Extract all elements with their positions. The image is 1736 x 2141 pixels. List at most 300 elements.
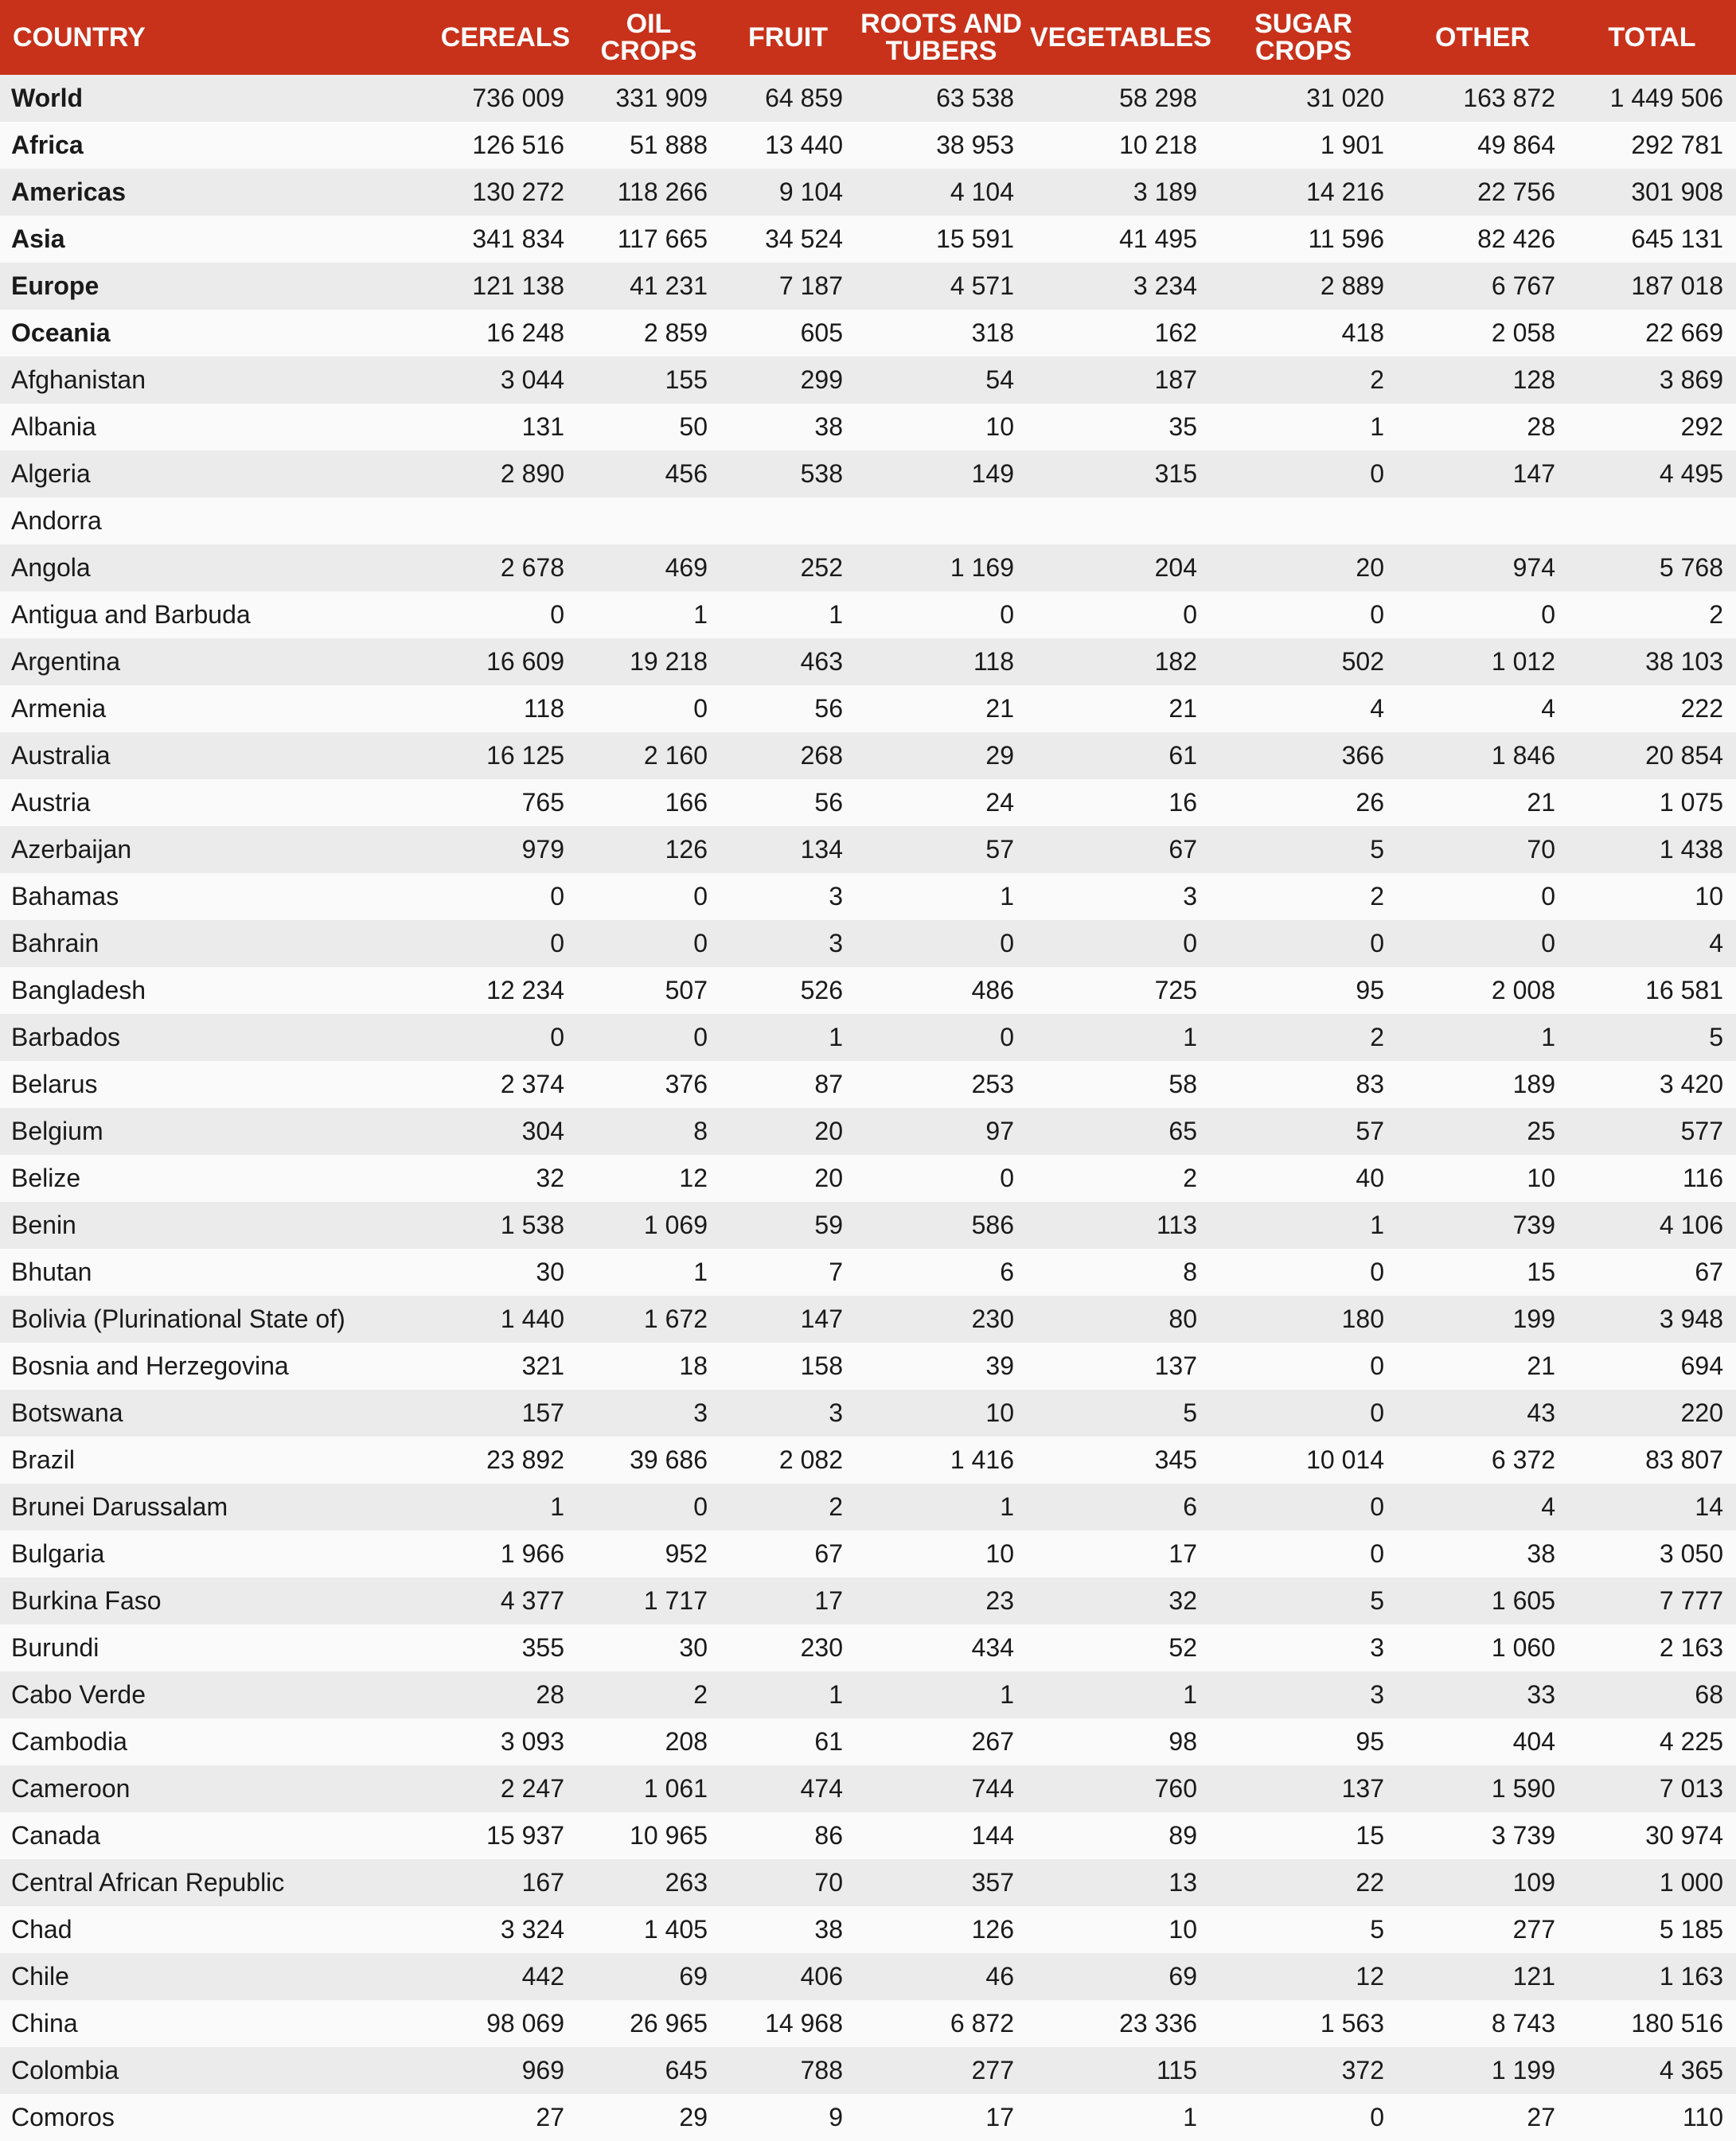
- cell-cereals: [434, 497, 577, 544]
- country-name: Bhutan: [11, 1258, 92, 1286]
- cell-cereals: 2 678: [500, 553, 564, 582]
- cell-roots-and-tubers: 29: [985, 741, 1014, 770]
- cell-oil-crops: 0: [693, 882, 708, 911]
- cell-fruit: 59: [814, 1211, 843, 1239]
- cell-fruit: 34 524: [765, 224, 843, 253]
- country-name: Brunei Darussalam: [11, 1492, 228, 1521]
- table-row: [0, 310, 1736, 357]
- table-row: [0, 1296, 1736, 1343]
- table-row: [0, 1953, 1736, 2000]
- cell-oil-crops: 51 888: [630, 131, 708, 159]
- cell-total: 577: [1680, 1117, 1723, 1145]
- cell-fruit: 252: [800, 553, 843, 582]
- header-row: [0, 0, 1736, 75]
- cell-other: 163 872: [1463, 84, 1555, 112]
- table-row: [0, 169, 1736, 216]
- cell-roots-and-tubers: [856, 497, 1027, 544]
- cell-other: 404: [1512, 1727, 1555, 1756]
- cell-roots-and-tubers: 63 538: [936, 84, 1014, 112]
- table-row: [0, 75, 1736, 122]
- cell-vegetables: 2: [1183, 1164, 1197, 1192]
- cell-cereals: 121 138: [472, 271, 564, 300]
- cell-vegetables: 65: [1168, 1117, 1197, 1145]
- cell-cereals: 736 009: [472, 84, 564, 112]
- header-fruit: FRUIT: [747, 22, 829, 53]
- cell-cereals: 321: [521, 1351, 564, 1380]
- table-row: [0, 1718, 1736, 1765]
- cell-cereals: 30: [536, 1258, 564, 1286]
- cell-other: 10: [1527, 1164, 1555, 1192]
- cell-other: 82 426: [1477, 224, 1555, 253]
- cell-cereals: 131: [521, 412, 564, 441]
- table-row: [0, 497, 1736, 544]
- cell-vegetables: 32: [1168, 1586, 1197, 1615]
- table-row: [0, 450, 1736, 497]
- cell-sugar-crops: 0: [1370, 1492, 1384, 1521]
- cell-other: 109: [1512, 1868, 1555, 1897]
- cell-fruit: 3: [829, 882, 843, 911]
- table-body: [0, 75, 1736, 2141]
- table-row: [0, 1014, 1736, 1061]
- cell-other: 25: [1527, 1117, 1555, 1145]
- table-row: [0, 1671, 1736, 1718]
- cell-vegetables: 58 298: [1119, 84, 1197, 112]
- cell-sugar-crops: 3: [1370, 1633, 1384, 1662]
- cell-vegetables: 3 234: [1133, 271, 1197, 300]
- cell-other: 4: [1541, 694, 1555, 723]
- cell-oil-crops: 10 965: [630, 1821, 708, 1850]
- cell-other: 1: [1541, 1023, 1555, 1051]
- cell-roots-and-tubers: 24: [985, 788, 1014, 817]
- cell-vegetables: 10 218: [1119, 131, 1197, 159]
- cell-total: 68: [1695, 1680, 1723, 1709]
- cell-oil-crops: 69: [679, 1962, 708, 1991]
- cell-vegetables: 113: [1156, 1211, 1197, 1239]
- cell-other: 1 060: [1491, 1633, 1555, 1662]
- table-row: [0, 2047, 1736, 2094]
- table-row: [0, 1765, 1736, 1812]
- cell-fruit: 61: [814, 1727, 843, 1756]
- table-row: [0, 216, 1736, 263]
- cell-vegetables: 35: [1168, 412, 1197, 441]
- table-row: [0, 967, 1736, 1014]
- cell-sugar-crops: 2 889: [1320, 271, 1384, 300]
- table-row: [0, 1624, 1736, 1671]
- cell-sugar-crops: 2: [1370, 1023, 1384, 1051]
- cell-other: 49 864: [1477, 131, 1555, 159]
- country-name: Burundi: [11, 1633, 99, 1662]
- cell-total: 1 000: [1659, 1868, 1723, 1897]
- cell-sugar-crops: 0: [1370, 1351, 1384, 1380]
- cell-other: 21: [1527, 1351, 1555, 1380]
- cell-sugar-crops: 418: [1341, 318, 1384, 347]
- country-name: Central African Republic: [11, 1868, 285, 1897]
- cell-fruit: 463: [800, 647, 843, 676]
- cell-cereals: 98 069: [486, 2009, 564, 2038]
- cell-cereals: 0: [550, 882, 564, 911]
- cell-cereals: 4 377: [500, 1586, 564, 1615]
- table-row: [0, 1437, 1736, 1484]
- cell-other: 121: [1512, 1962, 1555, 1991]
- cell-sugar-crops: 40: [1356, 1164, 1384, 1192]
- cell-total: 83 807: [1645, 1445, 1723, 1474]
- cell-vegetables: 89: [1168, 1821, 1197, 1850]
- cell-fruit: 2 082: [778, 1445, 843, 1474]
- cell-cereals: 16 248: [486, 318, 564, 347]
- cell-total: 20 854: [1645, 741, 1723, 770]
- cell-roots-and-tubers: 23: [985, 1586, 1014, 1615]
- country-name: China: [11, 2009, 78, 2038]
- cell-total: 2 163: [1659, 1633, 1723, 1662]
- cell-oil-crops: 2: [693, 1680, 708, 1709]
- cell-fruit: 7 187: [778, 271, 843, 300]
- cell-total: 3 948: [1659, 1304, 1723, 1333]
- cell-cereals: 2 890: [500, 459, 564, 488]
- cell-fruit: 3: [829, 1398, 843, 1427]
- table-row: [0, 122, 1736, 169]
- cell-fruit: 70: [814, 1868, 843, 1897]
- cell-vegetables: 6: [1183, 1492, 1197, 1521]
- country-name: Angola: [11, 553, 91, 582]
- cell-cereals: 0: [550, 600, 564, 629]
- cell-total: 30 974: [1645, 1821, 1723, 1850]
- cell-sugar-crops: [1210, 497, 1397, 544]
- table-row: [0, 1061, 1736, 1108]
- cell-oil-crops: 507: [665, 976, 708, 1004]
- cell-vegetables: 17: [1168, 1539, 1197, 1568]
- cell-cereals: 167: [521, 1868, 564, 1897]
- table-row: [0, 1906, 1736, 1953]
- cell-oil-crops: 263: [665, 1868, 708, 1897]
- cell-other: 739: [1512, 1211, 1555, 1239]
- cell-cereals: 28: [536, 1680, 564, 1709]
- cell-total: 7 013: [1659, 1774, 1723, 1803]
- cell-other: 15: [1527, 1258, 1555, 1286]
- cell-oil-crops: 0: [693, 1023, 708, 1051]
- cell-roots-and-tubers: 4 104: [950, 177, 1014, 206]
- cell-total: 5 185: [1659, 1915, 1723, 1944]
- table-row: [0, 1484, 1736, 1531]
- cell-oil-crops: 645: [665, 2056, 708, 2084]
- cell-other: 277: [1512, 1915, 1555, 1944]
- country-name: Brazil: [11, 1445, 76, 1474]
- cell-cereals: 2 374: [500, 1070, 564, 1098]
- cell-roots-and-tubers: 1: [1000, 882, 1014, 911]
- cell-sugar-crops: 83: [1356, 1070, 1384, 1098]
- cell-roots-and-tubers: 0: [1000, 1164, 1014, 1192]
- cell-oil-crops: [577, 497, 720, 544]
- cell-oil-crops: 12: [679, 1164, 708, 1192]
- cell-roots-and-tubers: 1 169: [950, 553, 1014, 582]
- cell-fruit: 20: [814, 1117, 843, 1145]
- cell-roots-and-tubers: 126: [971, 1915, 1014, 1944]
- cell-roots-and-tubers: 4 571: [950, 271, 1014, 300]
- country-name: Botswana: [11, 1398, 123, 1427]
- country-name: Bangladesh: [11, 976, 146, 1004]
- cell-fruit: 56: [814, 694, 843, 723]
- cell-oil-crops: 39 686: [630, 1445, 708, 1474]
- cell-roots-and-tubers: 10: [985, 412, 1014, 441]
- cell-total: 3 420: [1659, 1070, 1723, 1098]
- cell-cereals: 157: [521, 1398, 564, 1427]
- cell-other: 0: [1541, 882, 1555, 911]
- cell-total: 645 131: [1631, 224, 1723, 253]
- cell-vegetables: 725: [1154, 976, 1197, 1004]
- cell-cereals: 979: [521, 835, 564, 864]
- cell-fruit: 87: [814, 1070, 843, 1098]
- cell-roots-and-tubers: 0: [1000, 929, 1014, 957]
- cell-oil-crops: 118 266: [617, 177, 708, 206]
- cell-vegetables: 61: [1168, 741, 1197, 770]
- cell-fruit: 158: [800, 1351, 843, 1380]
- header-sugar-crops: SUGAR CROPS: [1254, 9, 1352, 66]
- cell-fruit: 526: [800, 976, 843, 1004]
- cell-vegetables: 760: [1154, 1774, 1197, 1803]
- cell-sugar-crops: 14 216: [1306, 177, 1384, 206]
- header-other: OTHER: [1435, 22, 1530, 53]
- cell-total: 180 516: [1631, 2009, 1723, 2038]
- header-oil-crops: OIL CROPS: [600, 9, 697, 66]
- cell-total: 4 365: [1659, 2056, 1723, 2084]
- cell-roots-and-tubers: 21: [985, 694, 1014, 723]
- cell-fruit: 7: [829, 1258, 843, 1286]
- cell-other: 22 756: [1477, 177, 1555, 206]
- cell-other: 1 012: [1491, 647, 1555, 676]
- cell-fruit: 406: [800, 1962, 843, 1991]
- cell-sugar-crops: 502: [1341, 647, 1384, 676]
- cell-roots-and-tubers: 434: [971, 1633, 1014, 1662]
- table-row: [0, 2094, 1736, 2141]
- cell-total: 1 449 506: [1609, 84, 1723, 112]
- cell-total: 116: [1682, 1164, 1723, 1192]
- country-name: Azerbaijan: [11, 835, 132, 864]
- cell-sugar-crops: 0: [1370, 1539, 1384, 1568]
- cell-sugar-crops: 5: [1370, 1915, 1384, 1944]
- cell-vegetables: 5: [1183, 1398, 1197, 1427]
- cell-other: 43: [1527, 1398, 1555, 1427]
- country-name: Bolivia (Plurinational State of): [11, 1304, 345, 1333]
- cell-roots-and-tubers: 267: [971, 1727, 1014, 1756]
- cell-cereals: 355: [521, 1633, 564, 1662]
- country-name: Africa: [11, 131, 84, 159]
- table-row: [0, 2000, 1736, 2047]
- country-name: Benin: [11, 1211, 76, 1239]
- cell-vegetables: 182: [1154, 647, 1197, 676]
- country-name: Bulgaria: [11, 1539, 105, 1568]
- cell-vegetables: 187: [1154, 365, 1197, 394]
- cell-roots-and-tubers: 10: [985, 1398, 1014, 1427]
- cell-oil-crops: 155: [665, 365, 708, 394]
- cell-other: 1 605: [1491, 1586, 1555, 1615]
- country-name: Cameroon: [11, 1774, 131, 1803]
- table-row: [0, 1531, 1736, 1577]
- table-row: [0, 873, 1736, 920]
- cell-roots-and-tubers: 39: [985, 1351, 1014, 1380]
- cell-cereals: 32: [536, 1164, 564, 1192]
- cell-total: 10: [1695, 882, 1723, 911]
- cell-cereals: 27: [536, 2103, 564, 2131]
- cell-roots-and-tubers: 357: [971, 1868, 1014, 1897]
- cell-cereals: 16 609: [486, 647, 564, 676]
- table-row: [0, 591, 1736, 638]
- cell-other: 27: [1527, 2103, 1555, 2131]
- cell-total: 5: [1709, 1023, 1723, 1051]
- cell-fruit: 268: [800, 741, 843, 770]
- country-name: Algeria: [11, 459, 91, 488]
- table-row: [0, 263, 1736, 310]
- cell-roots-and-tubers: 144: [971, 1821, 1014, 1850]
- cell-fruit: 299: [800, 365, 843, 394]
- cell-fruit: 9 104: [778, 177, 843, 206]
- cell-cereals: 1 440: [500, 1304, 564, 1333]
- cell-vegetables: 1: [1183, 1680, 1197, 1709]
- cell-vegetables: [1027, 497, 1210, 544]
- cell-vegetables: 1: [1183, 1023, 1197, 1051]
- cell-vegetables: 52: [1168, 1633, 1197, 1662]
- cell-sugar-crops: 1: [1370, 1211, 1384, 1239]
- cell-other: 8 743: [1491, 2009, 1555, 2038]
- cell-sugar-crops: 95: [1356, 976, 1384, 1004]
- table-row: [0, 1108, 1736, 1155]
- cell-cereals: 0: [550, 1023, 564, 1051]
- cell-vegetables: 0: [1183, 600, 1197, 629]
- cell-other: 6 767: [1491, 271, 1555, 300]
- cell-vegetables: 41 495: [1119, 224, 1197, 253]
- cell-total: [1568, 497, 1736, 544]
- cell-other: 28: [1527, 412, 1555, 441]
- cell-oil-crops: 0: [693, 1492, 708, 1521]
- cell-vegetables: 69: [1168, 1962, 1197, 1991]
- country-name: Andorra: [11, 506, 102, 535]
- cell-cereals: 12 234: [486, 976, 564, 1004]
- country-name: Chad: [11, 1915, 72, 1944]
- cell-cereals: 126 516: [472, 131, 564, 159]
- cell-cereals: 442: [521, 1962, 564, 1991]
- cell-vegetables: 3 189: [1133, 177, 1197, 206]
- cell-roots-and-tubers: 1: [1000, 1680, 1014, 1709]
- cell-roots-and-tubers: 46: [985, 1962, 1014, 1991]
- cell-oil-crops: 1 717: [643, 1586, 708, 1615]
- table-row: [0, 638, 1736, 685]
- table-row: [0, 1155, 1736, 1202]
- cell-fruit: 788: [800, 2056, 843, 2084]
- cell-roots-and-tubers: 15 591: [936, 224, 1014, 253]
- cell-oil-crops: 331 909: [615, 84, 708, 112]
- cell-other: [1397, 497, 1568, 544]
- cell-oil-crops: 8: [693, 1117, 708, 1145]
- country-name: Barbados: [11, 1023, 120, 1051]
- cell-roots-and-tubers: 1: [1000, 1492, 1014, 1521]
- cell-other: 2 058: [1491, 318, 1555, 347]
- cell-total: 3 050: [1659, 1539, 1723, 1568]
- cell-sugar-crops: 0: [1370, 600, 1384, 629]
- table-row: [0, 779, 1736, 826]
- cell-other: 2 008: [1491, 976, 1555, 1004]
- table-row: [0, 357, 1736, 404]
- cell-total: 22 669: [1645, 318, 1723, 347]
- cell-cereals: 0: [550, 929, 564, 957]
- cell-total: 7 777: [1659, 1586, 1723, 1615]
- cell-fruit: 147: [800, 1304, 843, 1333]
- cell-total: 67: [1695, 1258, 1723, 1286]
- cell-vegetables: 10: [1168, 1915, 1197, 1944]
- cell-other: 1 846: [1491, 741, 1555, 770]
- cell-fruit: 20: [814, 1164, 843, 1192]
- cell-oil-crops: 26 965: [630, 2009, 708, 2038]
- cell-oil-crops: 952: [665, 1539, 708, 1568]
- table-row: [0, 920, 1736, 967]
- cell-oil-crops: 376: [665, 1070, 708, 1098]
- country-name: Belarus: [11, 1070, 98, 1098]
- cell-total: 301 908: [1631, 177, 1723, 206]
- cell-total: 4 225: [1659, 1727, 1723, 1756]
- cell-total: 5 768: [1659, 553, 1723, 582]
- cell-vegetables: 80: [1168, 1304, 1197, 1333]
- cell-other: 3 739: [1491, 1821, 1555, 1850]
- cell-roots-and-tubers: 744: [971, 1774, 1014, 1803]
- cell-sugar-crops: 1 901: [1320, 131, 1384, 159]
- cell-oil-crops: 2 160: [643, 741, 708, 770]
- cell-cereals: 15 937: [486, 1821, 564, 1850]
- cell-vegetables: 21: [1168, 694, 1197, 723]
- cell-fruit: 230: [800, 1633, 843, 1662]
- cell-other: 1 590: [1491, 1774, 1555, 1803]
- cell-total: 14: [1695, 1492, 1723, 1521]
- cell-roots-and-tubers: 253: [971, 1070, 1014, 1098]
- cell-fruit: 1: [829, 1680, 843, 1709]
- cell-other: 4: [1541, 1492, 1555, 1521]
- country-name: Bahamas: [11, 882, 119, 911]
- country-name: Austria: [11, 788, 91, 817]
- cell-roots-and-tubers: 230: [971, 1304, 1014, 1333]
- cell-sugar-crops: 372: [1341, 2056, 1384, 2084]
- cell-other: 189: [1512, 1070, 1555, 1098]
- country-name: Burkina Faso: [11, 1586, 162, 1615]
- country-name: Canada: [11, 1821, 101, 1850]
- cell-cereals: 2 247: [500, 1774, 564, 1803]
- country-name: Argentina: [11, 647, 120, 676]
- table-header: [0, 0, 1736, 75]
- cell-sugar-crops: 0: [1370, 459, 1384, 488]
- cell-vegetables: 137: [1154, 1351, 1197, 1380]
- cell-sugar-crops: 0: [1370, 929, 1384, 957]
- cell-cereals: 3 093: [500, 1727, 564, 1756]
- cell-cereals: 1 538: [500, 1211, 564, 1239]
- cell-other: 974: [1512, 553, 1555, 582]
- country-name: Europe: [11, 271, 99, 300]
- cell-vegetables: 98: [1168, 1727, 1197, 1756]
- cell-vegetables: 115: [1156, 2056, 1197, 2084]
- cell-oil-crops: 126: [665, 835, 708, 864]
- cell-oil-crops: 469: [665, 553, 708, 582]
- cell-total: 292 781: [1631, 131, 1723, 159]
- cell-oil-crops: 19 218: [630, 647, 708, 676]
- cell-fruit: [720, 497, 856, 544]
- cell-cereals: 118: [523, 694, 564, 723]
- cell-sugar-crops: 2: [1370, 365, 1384, 394]
- cell-fruit: 605: [800, 318, 843, 347]
- country-name: Chile: [11, 1962, 69, 1991]
- cell-oil-crops: 1 061: [643, 1774, 708, 1803]
- cell-sugar-crops: 5: [1370, 1586, 1384, 1615]
- cell-fruit: 86: [814, 1821, 843, 1850]
- cell-roots-and-tubers: 118: [973, 647, 1014, 676]
- cell-oil-crops: 41 231: [630, 271, 708, 300]
- cell-total: 292: [1680, 412, 1723, 441]
- country-name: Belize: [11, 1164, 81, 1192]
- table-row: [0, 685, 1736, 732]
- country-name: Oceania: [11, 318, 111, 347]
